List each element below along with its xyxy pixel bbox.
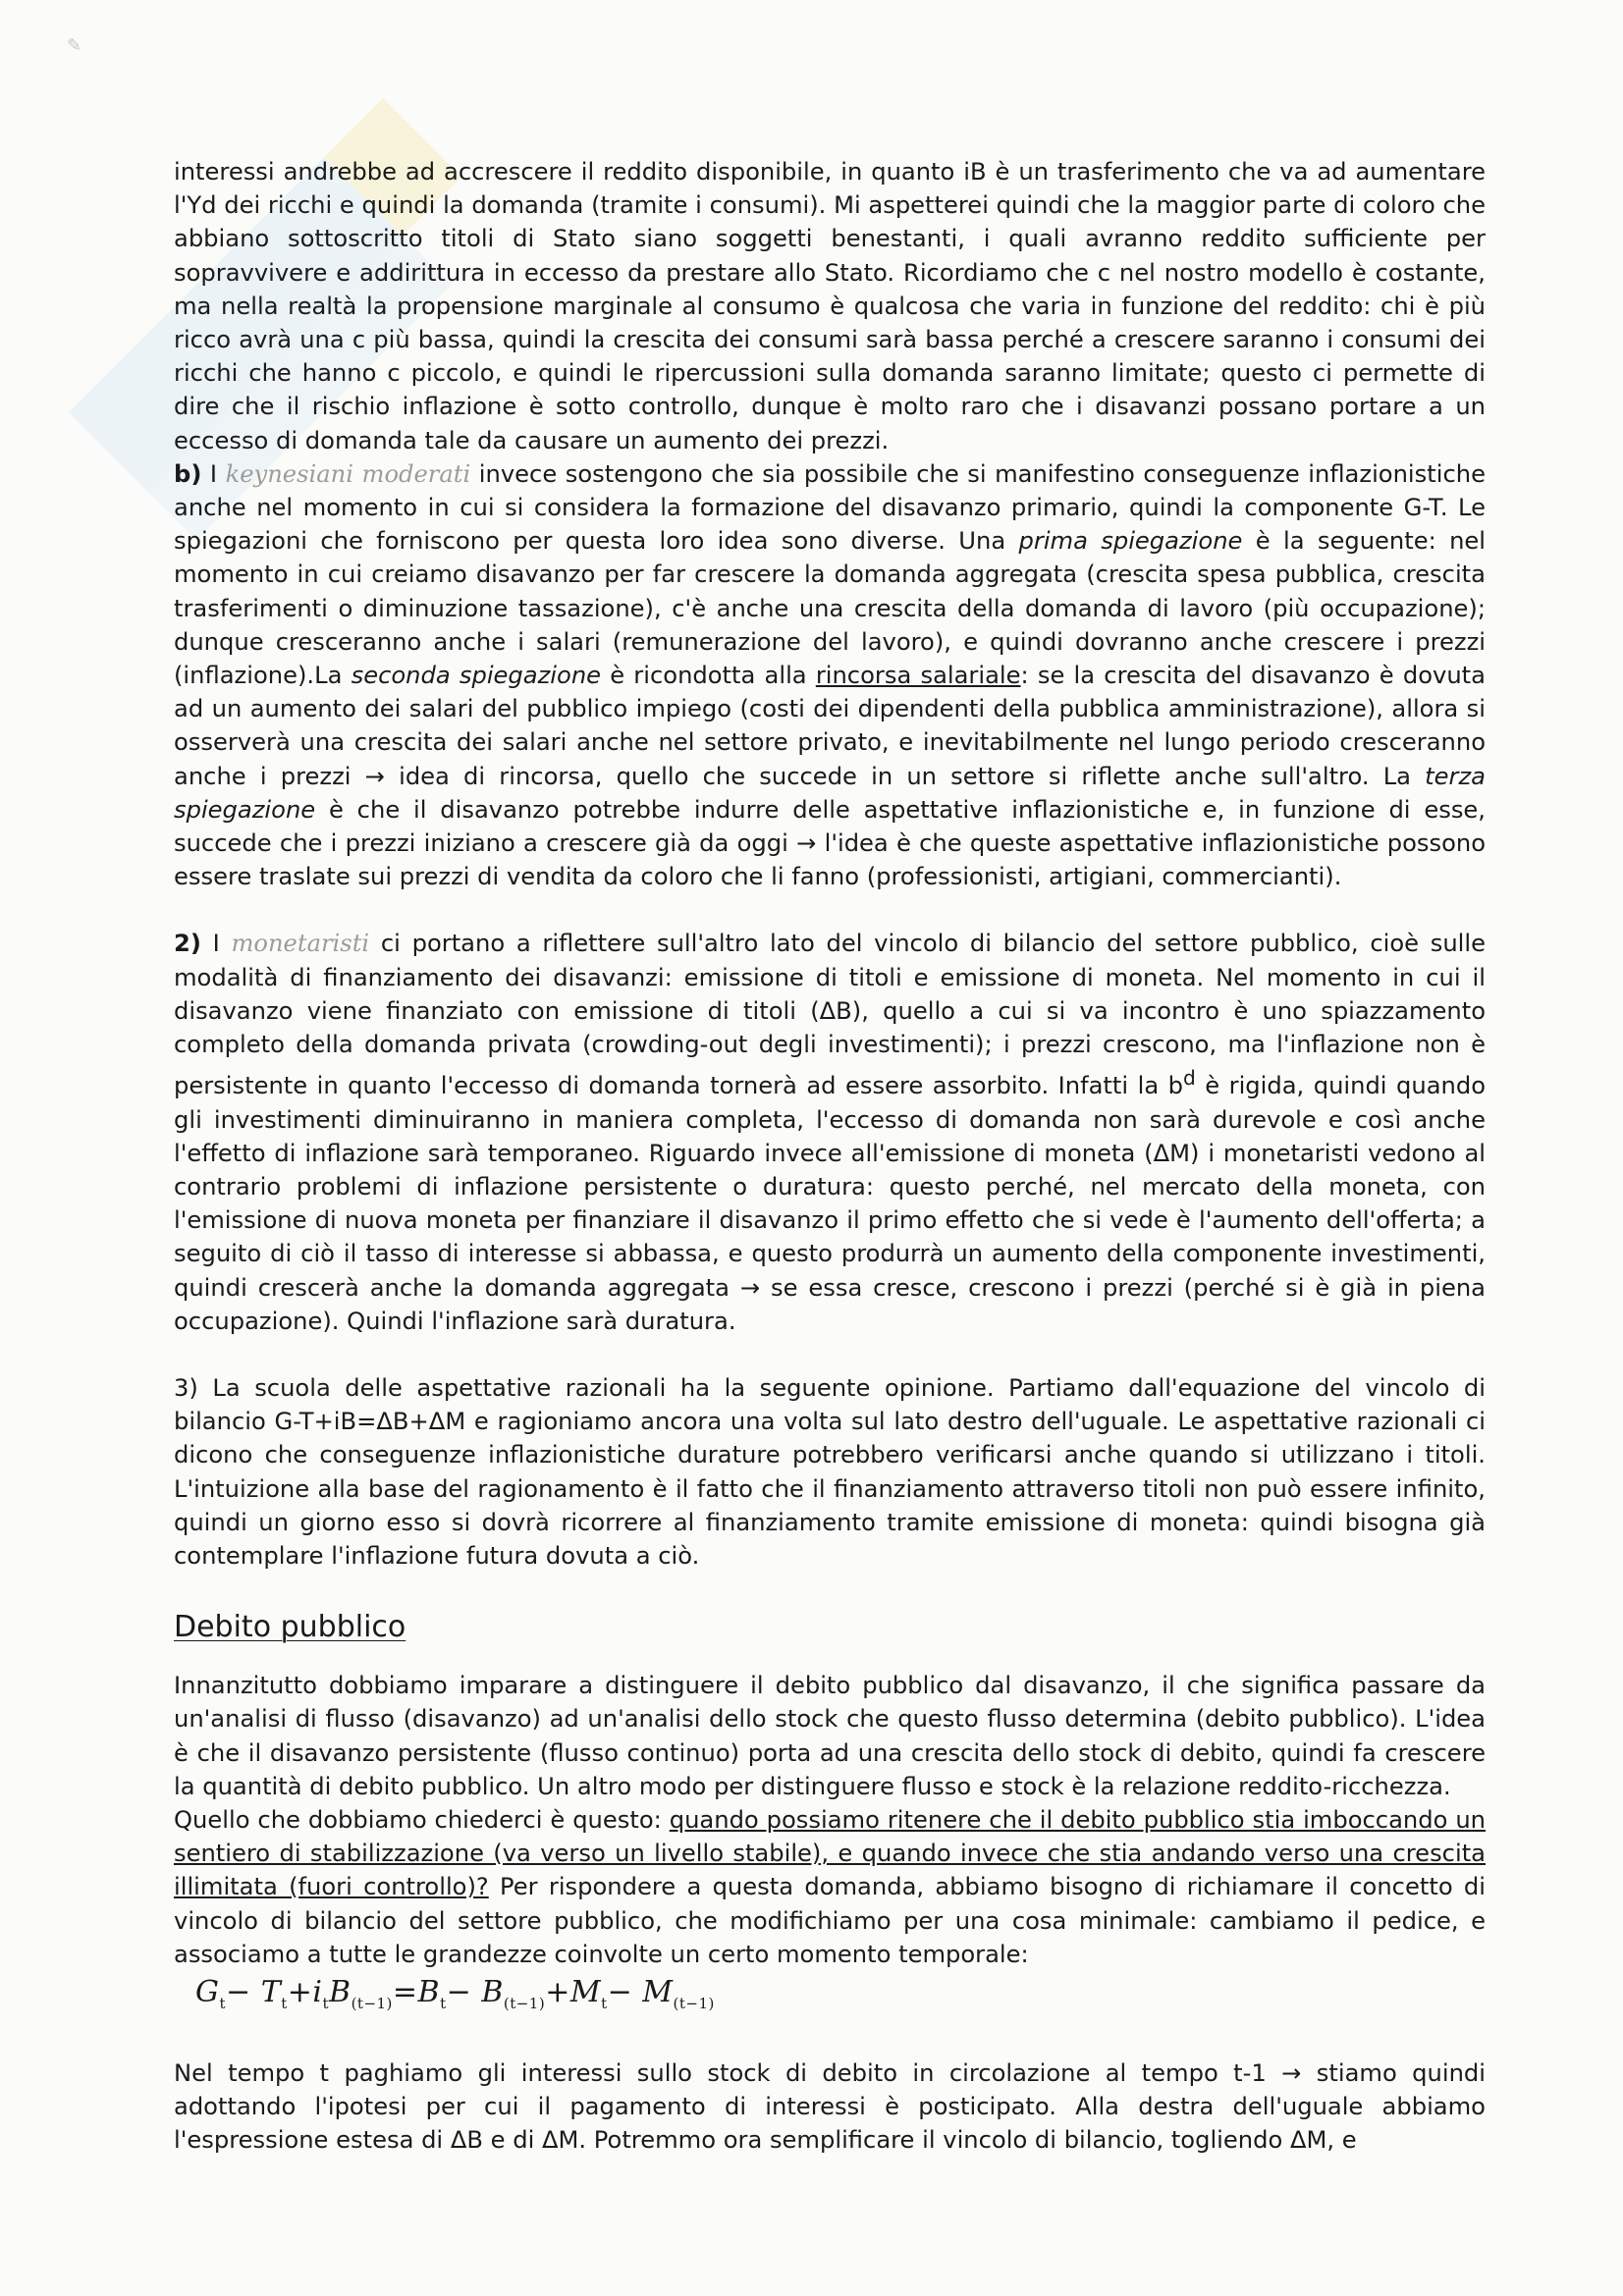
underline-question: quando possiamo ritenere che il debito pubblico stia imboccando un sentiero di stabilizzazione (va verso un livello stabile), e quando invece che stia andando verso una crescita illimitata (fuori controllo)? bbox=[174, 1806, 1486, 1901]
emphasis-terza-spiegazione: terza spiegazione bbox=[174, 762, 1486, 824]
article: I bbox=[209, 459, 218, 488]
paragraph-domanda bbox=[174, 1803, 1486, 1971]
text-segment: Quello che dobbiamo chiederci è questo: bbox=[174, 1806, 670, 1834]
paragraph-keynesiani bbox=[174, 457, 1486, 894]
paragraph-debito-intro: Innanzitutto dobbiamo imparare a distinguere il debito pubblico dal disavanzo, il che significa passare da un'analisi di flusso (disavanzo) ad un'analisi dello stock che questo flusso determina (debito pubblico). L'idea è che il disavanzo persistente (flusso continuo) porta ad una crescita dello stock di debito, quindi fa crescere la quantità di debito pubblico. Un altro modo per distinguere flusso e stock è la relazione reddito-ricchezza. bbox=[174, 1672, 1486, 1800]
text-segment: : se la crescita del disavanzo è dovuta ad un aumento dei salari del pubblico impiego (costi dei dipendenti della pubblica amministrazione), allora si osserverà una crescita dei salari anche nel settore privato, e inevitabilmente nel lungo periodo cresceranno anche i prezzi → idea di rincorsa, quello che succede in un settore si riflette anche sull'altro. La bbox=[174, 662, 1486, 790]
term-keynesiani-moderati: keynesiani moderati bbox=[225, 459, 471, 488]
text-segment: è ricondotta alla bbox=[601, 662, 816, 690]
paragraph-intro: interessi andrebbe ad accrescere il reddito disponibile, in quanto iB è un trasferimento che va ad aumentare l'Yd dei ricchi e quindi la domanda (tramite i consumi). Mi aspetterei quindi che la maggior parte di coloro che abbiano sottoscritto titoli di Stato siano soggetti benestanti, i quali avranno reddito sufficiente per sopravvivere e addirittura in eccesso da prestare allo Stato. Ricordiamo che c nel nostro modello è costante, ma nella realtà la propensione marginale al consumo è qualcosa che varia in funzione del reddito: chi è più ricco avrà una c più bassa, quindi la crescita dei consumi sarà bassa perché a crescere saranno i consumi dei ricchi che hanno c piccolo, e quindi le ripercussioni sulla domanda saranno limitate; questo ci permette di dire che il rischio inflazione è sotto controllo, dunque è molto raro che i disavanzi possano portare a un eccesso di domanda tale da causare un aumento dei prezzi. bbox=[174, 158, 1486, 454]
paragraph-monetaristi bbox=[174, 927, 1486, 1338]
paragraph-aspettative-razionali: 3) La scuola delle aspettative razionali ha la seguente opinione. Partiamo dall'equazione del vincolo di bilancio G-T+iB=ΔB+ΔM e ragioniamo ancora una volta sul lato destro dell'uguale. Le aspettative razionali ci dicono che conseguenze inflazionistiche durature potrebbero verificarsi anche quando si utilizzano i titoli. L'intuizione alla base del ragionamento è il fatto che il finanziamento attraverso titoli non può essere infinito, quindi un giorno esso si dovrà ricorrere al finanziamento tramite emissione di moneta: quindi bisogna già contemplare l'inflazione futura dovuta a ciò. bbox=[174, 1373, 1486, 1570]
text-segment: è la seguente: nel momento in cui creiamo disavanzo per far crescere la domanda aggregata (crescita spesa pubblica, crescita trasferimenti o diminuzione tassazione), c'è anche una crescita della domanda di lavoro (più occupazione); dunque cresceranno anche i salari (remunerazione del lavoro), e quindi dovranno anche crescere i prezzi (inflazione).La bbox=[174, 527, 1487, 690]
scan-mark: ✎ bbox=[67, 35, 82, 56]
section-heading-debito-pubblico: Debito pubblico bbox=[174, 1610, 406, 1645]
underline-rincorsa-salariale: rincorsa salariale bbox=[815, 662, 1021, 690]
emphasis-seconda-spiegazione: seconda spiegazione bbox=[351, 662, 602, 690]
superscript-d: d bbox=[1182, 1066, 1196, 1091]
item-label: 2) bbox=[174, 930, 201, 958]
text-segment: invece sostengono che sia possibile che si manifestino conseguenze inflazionistiche anche nel momento in cui si considera la formazione del disavanzo primario, quindi la componente G-T. Le spiegazioni che forniscono per questa loro idea sono diverse. Una bbox=[174, 459, 1486, 556]
text-segment: ci portano a riflettere sull'altro lato del vincolo di bilancio del settore pubblico, cioè sulle modalità di finanziamento dei disavanzi: emissione di titoli e emissione di moneta. Nel momento in cui il disavanzo viene finanziato con emissione di titoli (ΔB), quello a cui si va incontro è uno spiazzamento completo della domanda privata (crowding-out degli investimenti); i prezzi crescono, ma l'inflazione non è persistente in quanto l'eccesso di domanda tornerà ad essere assorbito. Infatti la b bbox=[174, 930, 1486, 1100]
item-label: b) bbox=[174, 459, 202, 488]
paragraph-interessi-posticipati: Nel tempo t paghiamo gli interessi sullo stock di debito in circolazione al tempo t-1 → stiamo quindi adottando l'ipotesi per cui il pagamento di interessi è posticipato. Alla destra dell'uguale abbiamo l'espressione estesa di ΔB e di ΔM. Potremmo ora semplificare il vincolo di bilancio, togliendo ΔM, e bbox=[174, 2059, 1486, 2155]
text-segment: Per rispondere a questa domanda, abbiamo bisogno di richiamare il concetto di vincolo di bilancio del settore pubblico, che modifichiamo per una cosa minimale: cambiamo il pedice, e associamo a tutte le grandezze coinvolte un certo momento temporale: bbox=[174, 1873, 1486, 1968]
text-segment: è rigida, quindi quando gli investimenti diminuiranno in maniera completa, l'eccesso di domanda non sarà durevole e così anche l'effetto di inflazione sarà temporaneo. Riguardo invece all'emissione di moneta (ΔM) i monetaristi vedono al contrario problemi di inflazione persistente o duratura: questo perché, nel mercato della moneta, con l'emissione di nuova moneta per finanziare il disavanzo il primo effetto che si vede è l'aumento dell'offerta; a seguito di ciò il tasso di interesse si abbassa, e questo produrrà un aumento della componente investimenti, quindi crescerà anche la domanda aggregata → se essa cresce, crescono i prezzi (perché si è già in piena occupazione). Quindi l'inflazione sarà duratura. bbox=[174, 1072, 1486, 1335]
article: I bbox=[212, 930, 220, 958]
emphasis-prima-spiegazione: prima spiegazione bbox=[1018, 527, 1243, 556]
term-monetaristi: monetaristi bbox=[231, 930, 370, 958]
document-body bbox=[174, 155, 1486, 2158]
budget-constraint-formula: $G_t- T_t+i_tB_{(t-1)}=B_t- B_{(t-1)}+M_t- M_{(t-1)}$ bbox=[195, 1975, 715, 2013]
text-segment: è che il disavanzo potrebbe indurre delle aspettative inflazionistiche e, in funzione di esse, succede che i prezzi iniziano a crescere già da oggi → l'idea è che queste aspettative inflazionistiche possono essere traslate sui prezzi di vendita da coloro che li fanno (professionisti, artigiani, commercianti). bbox=[174, 795, 1486, 891]
